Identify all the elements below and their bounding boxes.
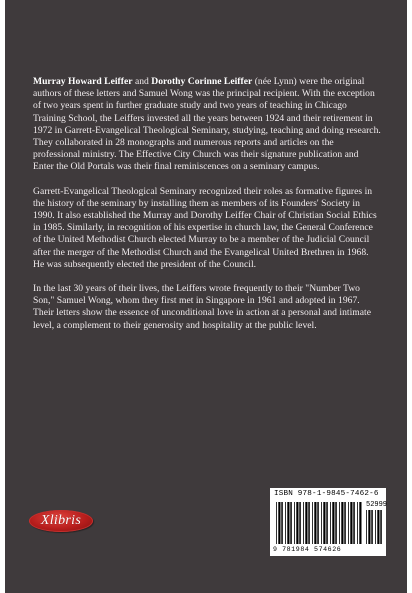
xlibris-logo-text: Xlibris <box>40 513 82 528</box>
back-cover <box>5 0 407 593</box>
barcode-bar <box>368 510 370 544</box>
author-name-murray: Murray Howard Leiffer <box>33 76 133 87</box>
barcode-bar <box>377 510 379 544</box>
blurb-paragraph-2: Garrett-Evangelical Theological Seminary recognized their roles as formative figures in the history of the seminary by installing them as members of its Founders' Society in 1990. It also established the Murray and Dorothy Leiffer Chair of Christian Social Ethics in 1985. Similarly, in recognition of his expertise in church law, the General Conference of the United Methodist Church elected Murray to be a member of the Judicial Council after the merger of the Methodist Church and the Evangelical United Brethren in 1968. He was subsequently elected the president of the Council. <box>33 185 377 270</box>
author-name-dorothy: Dorothy Corinne Leiffer <box>151 76 253 87</box>
blurb-paragraph-3: In the last 30 years of their lives, the Leiffers wrote frequently to their "Number Two Son," Samuel Wong, whom they first met in Singapore in 1961 and adopted in 1967. Their letters show the essence of unconditional love in action at a personal and intimate level, a complement to their generosity and hospitality at the public level. <box>33 283 371 331</box>
back-cover-blurb <box>33 76 381 344</box>
barcode-bar <box>375 510 376 544</box>
barcode-bar <box>366 510 367 544</box>
barcode-bar <box>371 510 373 544</box>
barcode-bar <box>380 510 382 544</box>
isbn-label: ISBN 978-1-9845-7462-6 <box>274 490 379 498</box>
barcode-digits: 9 781984 574626 <box>273 546 342 553</box>
conjunction-text: and <box>132 76 152 87</box>
price-code: 52999 <box>366 501 388 509</box>
isbn-barcode <box>270 488 386 556</box>
xlibris-logo <box>29 510 93 532</box>
blurb-paragraph-1 <box>33 76 381 174</box>
blurb-paragraph-1-text: (née Lynn) were the original authors of these letters and Samuel Wong was the principal recipient. With the exception of two years spent in further graduate study and two years of teaching in Chicago Training School, the Leiffers invested all the years between 1924 and their retirement in 1972 in Garrett-Evangelical Theological Seminary, studying, teaching and doing research. They collaborated in 28 monographs and numerous reports and articles on the professional ministry. The Effective City Church was their signature publication and Enter the Old Portals was their final reminiscences on a seminary campus. <box>33 76 381 173</box>
